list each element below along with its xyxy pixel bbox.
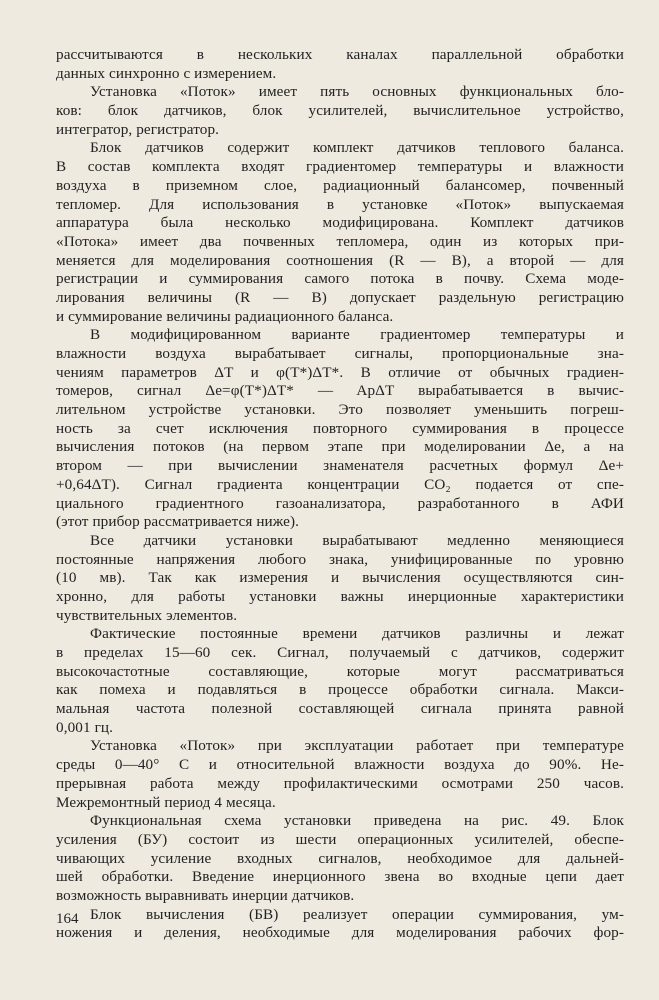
- text-line: постоянные напряжения любого знака, унифицированные по уровню: [56, 550, 624, 568]
- text-line: ножения и деления, необходимые для моделирования рабочих фор-: [56, 924, 624, 942]
- text-line: влажности воздуха вырабатывает сигналы, пропорциональные зна-: [56, 345, 624, 362]
- text-line: ков: блок датчиков, блок усилителей, вычислительное устройство,: [56, 102, 624, 120]
- text-line: Функциональная схема установки приведена на рис. 49. Блок: [90, 812, 624, 830]
- text-line: втором — при вычислении знаменателя расчетных формул Δe+: [56, 457, 624, 475]
- text-line: чувствительных элементов.: [56, 606, 238, 624]
- text-line: тепломер. Для использования в установке «Поток» выпускаемая: [56, 195, 624, 213]
- text-line: усиления (БУ) состоит из шести операционных усилителей, обеспе-: [56, 830, 624, 848]
- text-line: лирования величины (R — B) допускает раздельную регистрацию: [56, 288, 624, 306]
- text-line: томеров, сигнал Δe=φ(T*)ΔT* — ApΔT вырабатывается в вычис-: [56, 382, 624, 400]
- text-line: 0,001 гц.: [56, 718, 114, 736]
- text-line: прерывная работа между профилактическими осмотрами 250 часов.: [56, 774, 624, 792]
- text-line: высокочастотные составляющие, которые могут рассматриваться: [56, 662, 624, 680]
- text-line: +0,64ΔT). Сигнал градиента концентрации CO₂ подается от спе-: [56, 475, 624, 493]
- text-line: Блок вычисления (БВ) реализует операции суммирования, ум-: [90, 905, 624, 923]
- text-line: среды 0—40° C и относительной влажности воздуха до 90%. Не-: [56, 756, 624, 774]
- text-line: и суммирование величины радиационного баланса.: [56, 307, 394, 325]
- text-line: аппаратура была несколько модифицирована. Комплект датчиков: [56, 214, 624, 232]
- text-line: Межремонтный период 4 месяца.: [56, 793, 276, 811]
- text-line: регистрации и суммирования самого потока в почву. Схема моде-: [56, 270, 624, 288]
- text-line: В состав комплекта входят градиентомер температуры и влажности: [56, 158, 624, 176]
- text-line: данных синхронно с измерением.: [56, 64, 277, 82]
- text-line: (этот прибор рассматривается ниже).: [56, 513, 300, 531]
- text-line: чивающих усиление входных сигналов, необходимое для дальней-: [56, 849, 624, 867]
- text-line: чениям параметров ΔT и φ(T*)ΔT*. В отличие от обычных градиен-: [56, 363, 624, 381]
- text-line: шей обработки. Введение инерционного звена во входные цепи дает: [56, 868, 624, 886]
- text-line: рассчитываются в нескольких каналах параллельной обработки: [56, 46, 624, 63]
- text-line: «Потока» имеет два почвенных тепломера, один из которых при-: [56, 232, 624, 250]
- text-line: Фактические постоянные времени датчиков различны и лежат: [90, 625, 624, 643]
- text-line: как помеха и подавляться в процессе обработки сигнала. Макси-: [56, 681, 624, 699]
- text-line: интегратор, регистратор.: [56, 120, 220, 138]
- text-line: лительном устройстве установки. Это позволяет уменьшить погреш-: [56, 401, 624, 419]
- text-line: Установка «Поток» имеет пять основных функциональных бло-: [90, 83, 624, 101]
- body-text: [56, 46, 624, 943]
- text-line: (10 мв). Так как измерения и вычисления осуществляются син-: [56, 569, 624, 587]
- text-line: воздуха в приземном слое, радиационный балансомер, почвенный: [56, 176, 624, 194]
- text-line: в пределах 15—60 сек. Сигнал, получаемый с датчиков, содержит: [56, 644, 624, 661]
- text-line: ность за счет исключения повторного суммирования в процессе: [56, 419, 624, 437]
- text-line: возможность выравнивать инерции датчиков.: [56, 886, 355, 904]
- page-number: 164: [56, 911, 79, 927]
- text-line: Все датчики установки вырабатывают медленно меняющиеся: [90, 531, 624, 549]
- text-line: хронно, для работы установки важны инерционные характеристики: [56, 587, 624, 605]
- text-line: меняется для моделирования соотношения (R — B), а второй — для: [56, 251, 624, 269]
- text-line: В модифицированном варианте градиентомер температуры и: [90, 326, 624, 344]
- text-line: мальная частота полезной составляющей сигнала принята равной: [56, 700, 624, 718]
- text-line: вычисления потоков (на первом этапе при моделировании Δe, а на: [56, 438, 624, 456]
- text-line: циального градиентного газоанализатора, разработанного в АФИ: [56, 494, 624, 512]
- text-line: Установка «Поток» при эксплуатации работает при температуре: [90, 737, 624, 755]
- text-line: Блок датчиков содержит комплект датчиков теплового баланса.: [90, 139, 624, 157]
